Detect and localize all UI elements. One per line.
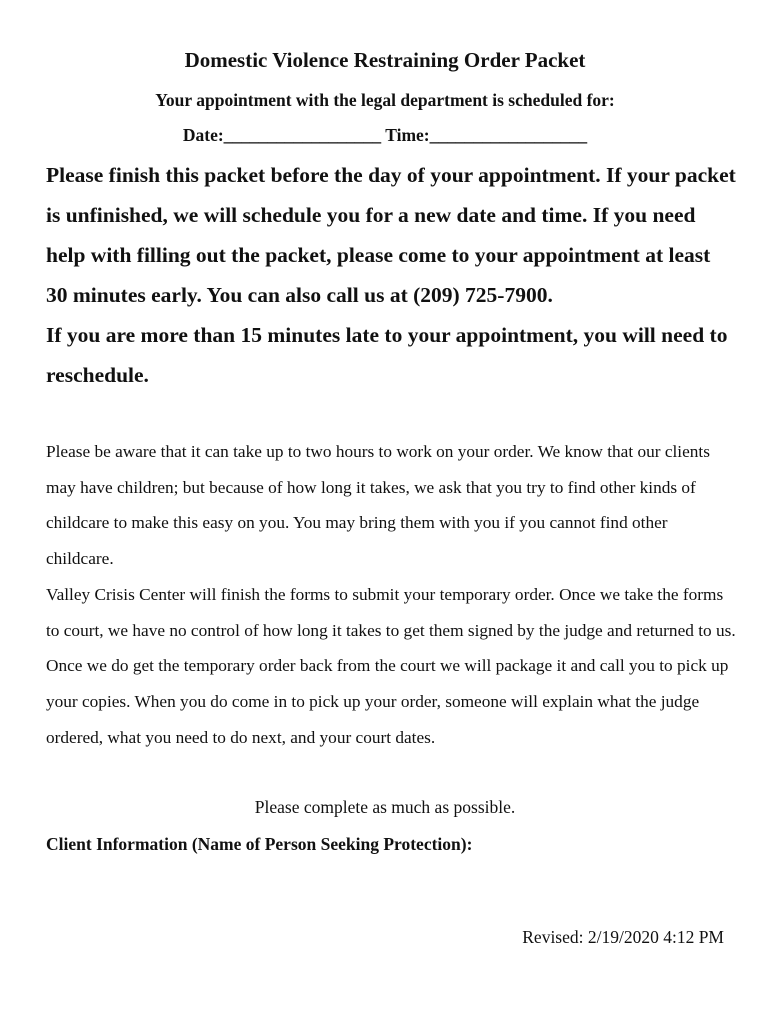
finish-packet-instruction: Please finish this packet before the day of your appointment. If your packet is unfinished, we will schedule you for a new date and time. If you need help with filling out the packet, please come to your appointment at least 30 minutes early. You can also call us at (209) 725-7900. xyxy=(46,163,736,307)
complete-note: Please complete as much as possible. xyxy=(254,797,516,817)
paragraph-childcare: Please be aware that it can take up to two hours to work on your order. We know that our clients may have children; but because of how long it takes, we ask that you try to find other kinds of childcare to make this easy on you. You may bring them with you if you cannot find other childcare. xyxy=(46,442,710,569)
paragraph-pickup: Once we do get the temporary order back from the court we will package it and call you to pick up your copies. When you do come in to pick up your order, someone will explain what the judge ordered, what you need to do next, and your court dates. xyxy=(46,656,729,747)
date-time-line: Date:__________________ Time:__________________ xyxy=(182,125,588,145)
instructions-block xyxy=(46,155,736,395)
late-policy-instruction: If you are more than 15 minutes late to your appointment, you will need to reschedule. xyxy=(46,323,728,387)
appointment-subtitle: Your appointment with the legal department is scheduled for: xyxy=(155,90,615,110)
revised-footer: Revised: 2/19/2020 4:12 PM xyxy=(522,927,724,947)
client-info-label: Client Information (Name of Person Seeking Protection): xyxy=(46,834,473,854)
document-title: Domestic Violence Restraining Order Packet xyxy=(184,48,586,72)
body-paragraphs xyxy=(46,434,736,755)
paragraph-forms: Valley Crisis Center will finish the forms to submit your temporary order. Once we take the forms to court, we have no control of how long it takes to get them signed by the judge and returned to us. xyxy=(46,584,736,640)
